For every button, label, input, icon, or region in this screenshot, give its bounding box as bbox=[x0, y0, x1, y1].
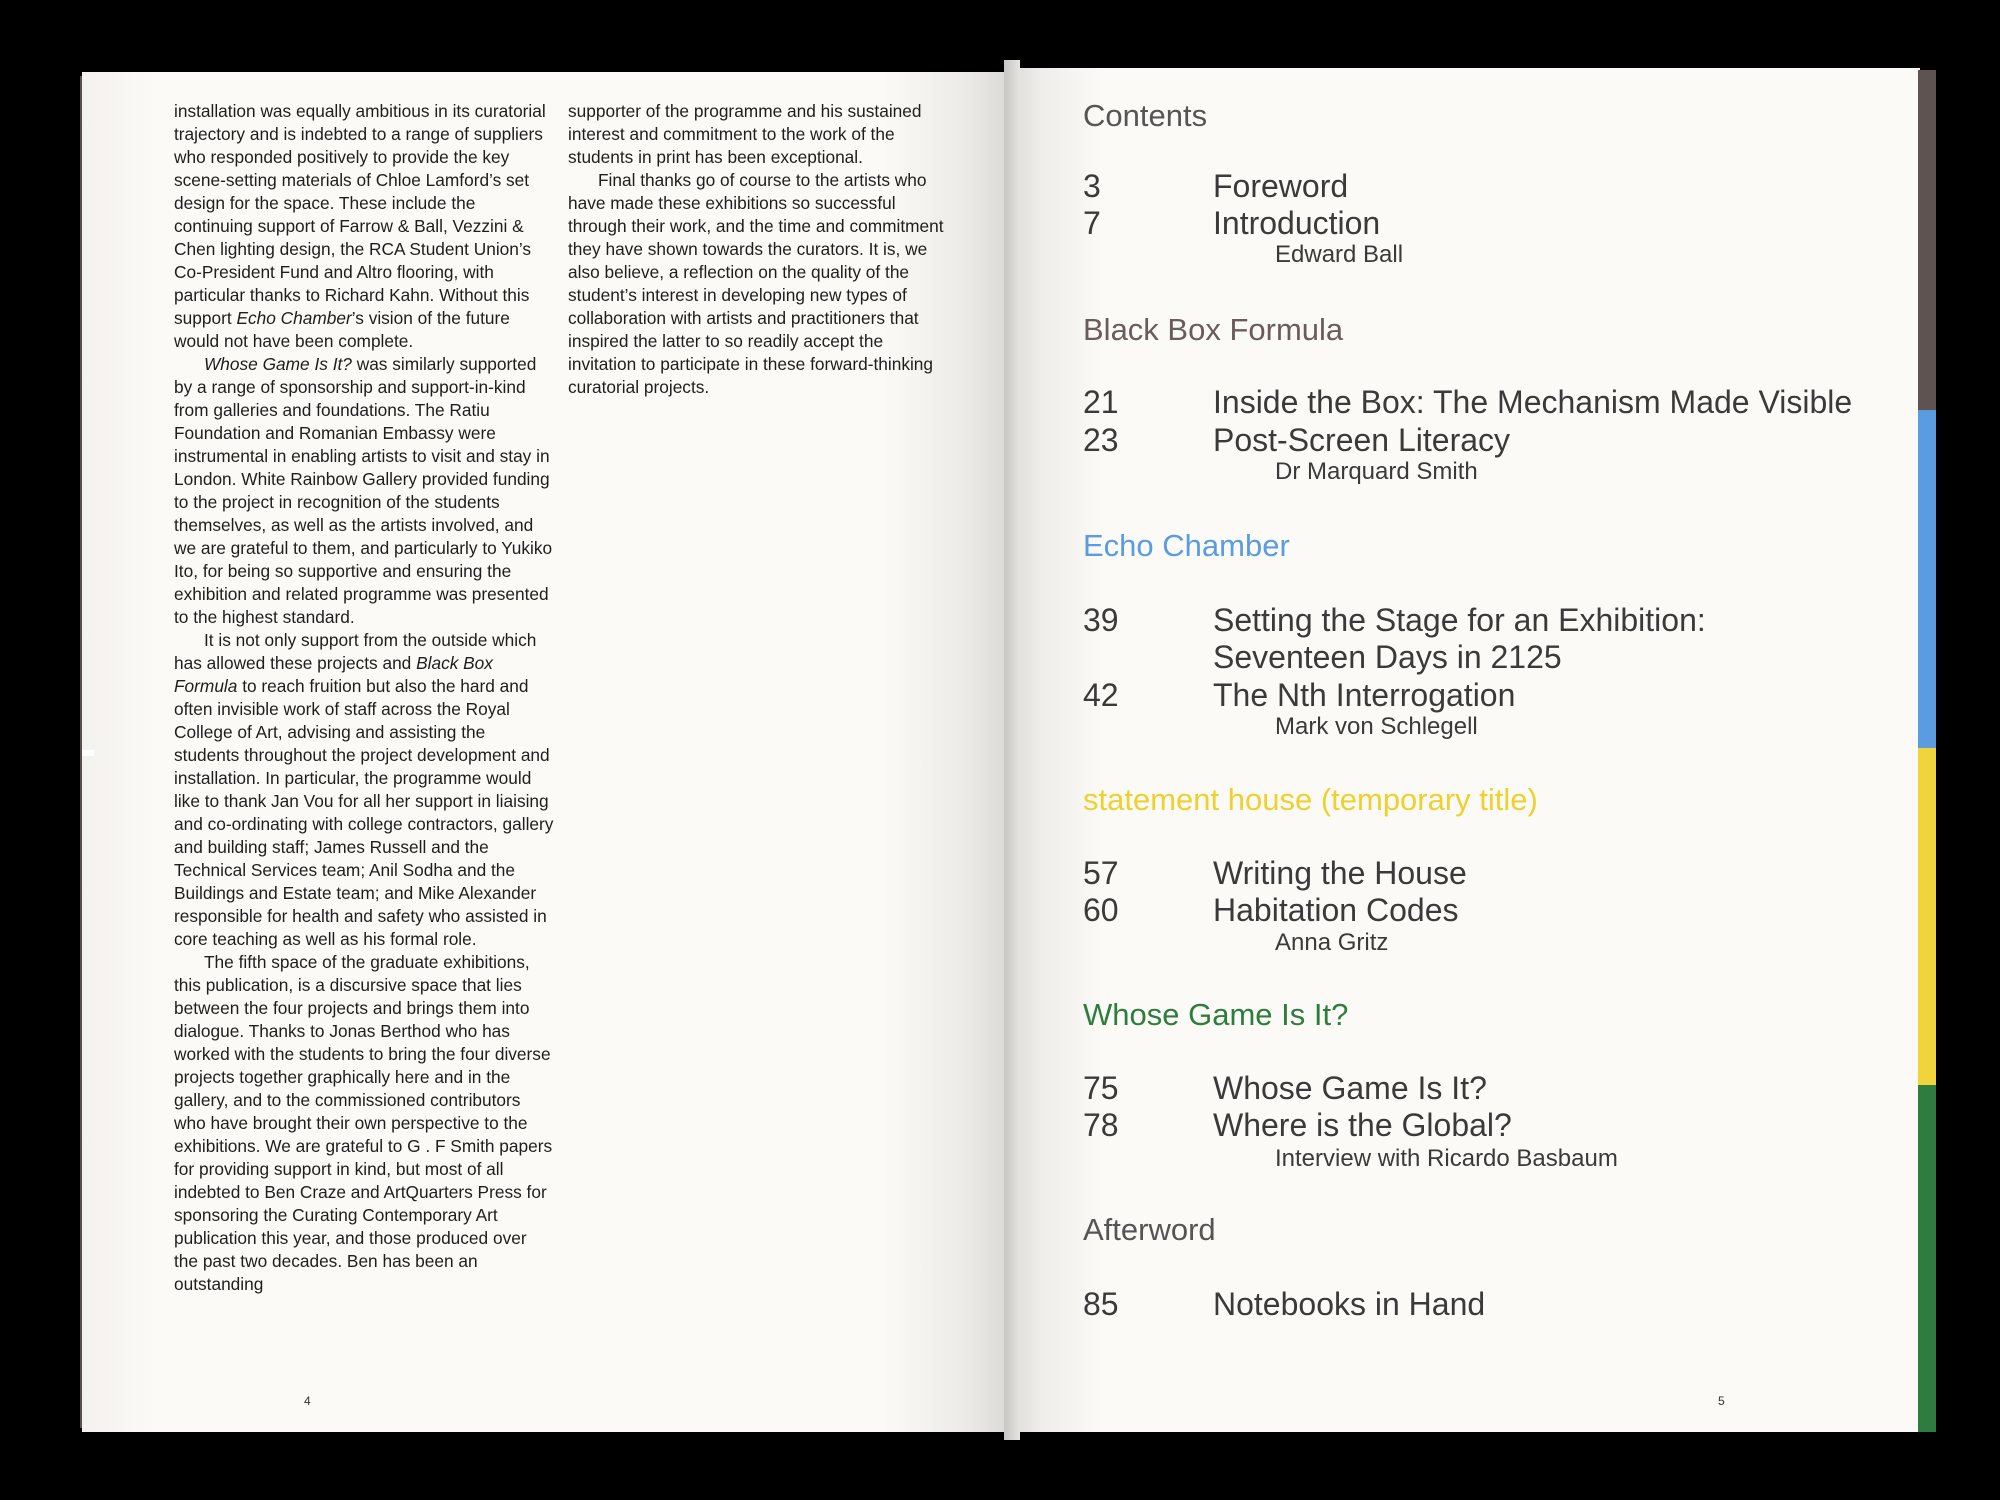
text-run: ’s vision of the future would not have been complete. bbox=[174, 308, 510, 351]
text-run: It is not only support from the outside which has allowed these projects and bbox=[174, 630, 537, 673]
entry-author: Mark von Schlegell bbox=[1275, 713, 1478, 740]
text-run: was similarly supported by a range of sponsorship and support-in-kind from galleries and foundations. The Ratiu Foundation and Romanian Embassy were instrumental in enabling artists to visit and stay in London. White Rainbow Gallery provided funding to the project in recognition of the students themselves, as well as the artists involved, and we are grateful to them, and particularly to Yukiko Ito, for being so supportive and ensuring the exhibition and related programme was presented to the highest standard. bbox=[174, 354, 553, 627]
entry-title: Inside the Box: The Mechanism Made Visible bbox=[1213, 384, 1853, 420]
section-heading-echo-chamber: Echo Chamber bbox=[1083, 528, 1290, 563]
page-number-right: 5 bbox=[1718, 1394, 1725, 1408]
entry-title: Setting the Stage for an Exhibition: Seventeen Days in 2125 bbox=[1213, 602, 1706, 675]
text-run: Final thanks go of course to the artists who have made these exhibitions so successful through their work, and the time and commitment they have shown towards the curators. It is, we also believe, a reflection on the quality of the student’s interest in developing new types of collaboration with artists and practitioners that inspired the latter to so readily accept the invitation to participate in these forward-thinking curatorial projects. bbox=[568, 170, 944, 397]
text-run: supporter of the programme and his sustained interest and commitment to the work of the students in print has been exceptional. bbox=[568, 101, 922, 167]
entry-author: Interview with Ricardo Basbaum bbox=[1275, 1145, 1618, 1172]
section-heading-whose-game: Whose Game Is It? bbox=[1083, 997, 1349, 1032]
entry-page-number: 75 bbox=[1083, 1070, 1119, 1106]
entry-page-number: 39 bbox=[1083, 602, 1119, 638]
entry-author: Anna Gritz bbox=[1275, 929, 1389, 956]
section-heading-afterword: Afterword bbox=[1083, 1212, 1216, 1247]
entry-title: Notebooks in Hand bbox=[1213, 1286, 1486, 1322]
entry-title: The Nth Interrogation bbox=[1213, 677, 1516, 713]
italic-title: Black Box Formula bbox=[174, 653, 493, 696]
entry-page-number: 78 bbox=[1083, 1107, 1119, 1143]
entry-title: Whose Game Is It? bbox=[1213, 1070, 1487, 1106]
entry-page-number: 7 bbox=[1083, 205, 1101, 241]
text-run: installation was equally ambitious in its curatorial trajectory and is indebted to a range of suppliers who responded positively to provide the key scene-setting materials of Chloe Lamford’s set design for the space. These include the continuing support of Farrow & Ball, Vezzini & Chen lighting design, the RCA Student Union’s Co-President Fund and Altro flooring, with particular thanks to Richard Kahn. Without this support bbox=[174, 101, 546, 328]
entry-page-number: 85 bbox=[1083, 1286, 1119, 1322]
page-number-left: 4 bbox=[304, 1394, 311, 1408]
entry-title: Introduction bbox=[1213, 205, 1381, 241]
section-heading-statement-house: statement house (temporary title) bbox=[1083, 782, 1538, 817]
italic-title: Echo Chamber bbox=[236, 308, 352, 328]
section-heading-black-box-formula: Black Box Formula bbox=[1083, 312, 1344, 347]
entry-page-number: 60 bbox=[1083, 892, 1119, 928]
entry-title: Where is the Global? bbox=[1213, 1107, 1512, 1143]
entry-page-number: 21 bbox=[1083, 384, 1119, 420]
entry-page-number: 57 bbox=[1083, 855, 1119, 891]
entry-author: Dr Marquard Smith bbox=[1275, 458, 1478, 485]
text-run: The fifth space of the graduate exhibitions, this publication, is a discursive space that lies between the four projects and brings them into dialogue. Thanks to Jonas Berthod who has worked with the students to bring the four diverse projects together graphically here and in the gallery, and to the commissioned contributors who have brought their own perspective to the exhibitions. We are grateful to G . F Smith papers for providing support in kind, but most of all indebted to Ben Craze and ArtQuarters Press for sponsoring the Curating Contemporary Art publication this year, and those produced over the past two decades. Ben has been an outstanding bbox=[174, 952, 553, 1294]
entry-page-number: 3 bbox=[1083, 168, 1101, 204]
entry-title: Foreword bbox=[1213, 168, 1349, 204]
contents-title: Contents bbox=[1083, 98, 1208, 133]
entry-title: Writing the House bbox=[1213, 855, 1467, 891]
entry-page-number: 23 bbox=[1083, 422, 1119, 458]
entry-author: Edward Ball bbox=[1275, 241, 1404, 268]
entry-page-number: 42 bbox=[1083, 677, 1119, 713]
italic-title: Whose Game Is It? bbox=[204, 354, 352, 374]
text-run: to reach fruition but also the hard and often invisible work of staff across the Royal College of Art, advising and assisting the students throughout the project development and installation. In particular, the programme would like to thank Jan Vou for all her support in liaising and co-ordinating with college contractors, gallery and building staff; James Russell and the Technical Services team; Anil Sodha and the Buildings and Estate team; and Mike Alexander responsible for health and safety who assisted in core teaching as well as his formal role. bbox=[174, 676, 554, 949]
entry-title: Habitation Codes bbox=[1213, 892, 1459, 928]
entry-title: Post-Screen Literacy bbox=[1213, 422, 1511, 458]
